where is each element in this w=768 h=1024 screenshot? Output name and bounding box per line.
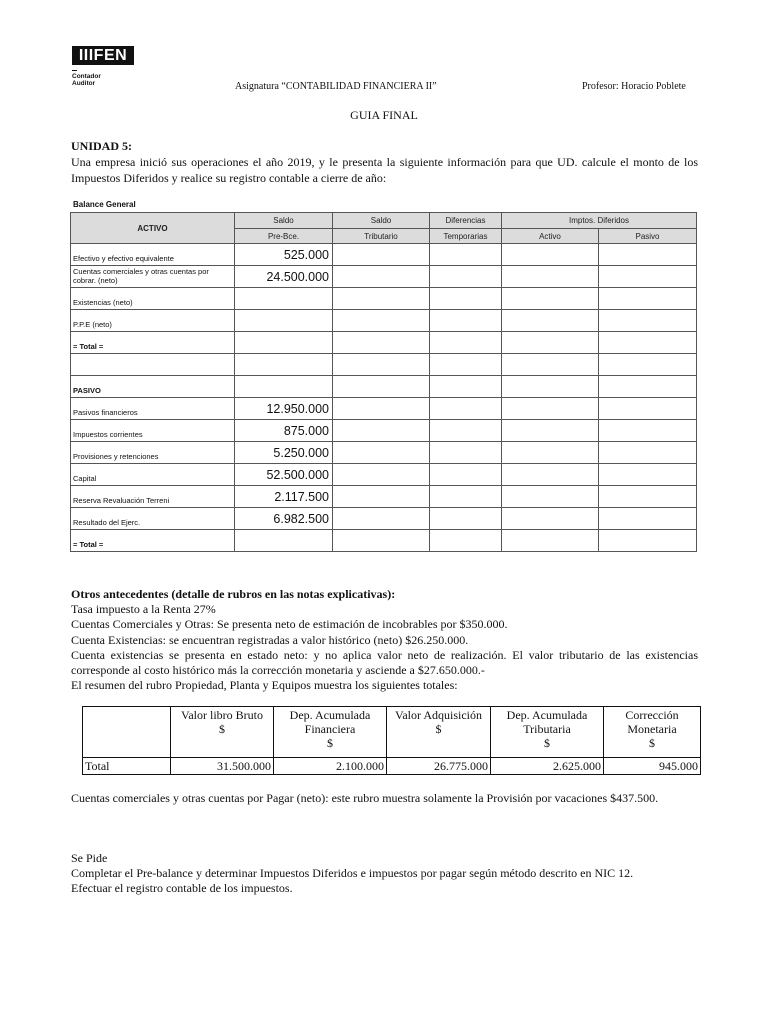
- ppe-header-row: [83, 707, 701, 758]
- header-saldo-trib-2: Tributario: [333, 229, 430, 244]
- header-imp-dif: Imptos. Diferidos: [502, 213, 697, 229]
- ppe-header: Valor libro Bruto $: [171, 707, 274, 758]
- ppe-total-value: 31.500.000: [171, 758, 274, 775]
- row-label: Impuestos corrientes: [71, 420, 235, 442]
- pasivo-heading: PASIVO: [71, 376, 235, 398]
- row-value: 6.982.500: [235, 508, 333, 530]
- row-value: 2.117.500: [235, 486, 333, 508]
- row-label: Existencias (neto): [71, 288, 235, 310]
- row-value: 525.000: [235, 244, 333, 266]
- header-dif-1: Diferencias: [430, 213, 502, 229]
- balance-title: Balance General: [73, 200, 136, 209]
- otros-line: Tasa impuesto a la Renta 27%: [71, 602, 216, 617]
- logo-subtitle-line1: Contador: [72, 73, 101, 80]
- page-title: GUIA FINAL: [350, 108, 418, 122]
- ppe-header: Corrección Monetaria $: [604, 707, 701, 758]
- logo: IIIFEN: [72, 46, 134, 65]
- otros-line: Cuenta Existencias: se encuentran registradas a valor histórico (neto) $26.250.000.: [71, 632, 469, 647]
- header-imp-pasivo: Pasivo: [599, 229, 697, 244]
- table-row: [71, 310, 697, 332]
- row-label: = Total =: [71, 332, 235, 354]
- row-value: [235, 332, 333, 354]
- row-value: [235, 530, 333, 552]
- row-label: [71, 354, 235, 376]
- table-row: [71, 442, 697, 464]
- row-label: P.P.E (neto): [71, 310, 235, 332]
- header-dif-2: Temporarias: [430, 229, 502, 244]
- se-pide-line: Efectuar el registro contable de los impuestos.: [71, 881, 293, 895]
- row-value: 12.950.000: [235, 398, 333, 420]
- subject-label: Asignatura “CONTABILIDAD FINANCIERA II”: [235, 81, 437, 92]
- row-label: Cuentas comerciales y otras cuentas por cobrar. (neto): [71, 266, 235, 288]
- otros-line: Cuenta existencias se presenta en estado neto: y no aplica valor neto de realización. El valor tributario de las existencias corresponde al costo histórico más la corrección monetaria y asciende a $27.650.000.-: [71, 647, 698, 678]
- professor-label: Profesor: Horacio Poblete: [582, 81, 686, 92]
- table-row-total: [71, 332, 697, 354]
- balance-table: [70, 212, 697, 552]
- table-row: [71, 288, 697, 310]
- otros-line: El resumen del rubro Propiedad, Planta y Equipos muestra los siguientes totales:: [71, 678, 458, 693]
- row-label: = Total =: [71, 530, 235, 552]
- ppe-total-value: 26.775.000: [387, 758, 491, 775]
- se-pide-heading: Se Pide: [71, 851, 108, 865]
- intro-section: [71, 138, 698, 186]
- table-row: [71, 508, 697, 530]
- ppe-table: [82, 706, 701, 775]
- row-label: Resultado del Ejerc.: [71, 508, 235, 530]
- header-imp-activo: Activo: [502, 229, 599, 244]
- ppe-total-row: [83, 758, 701, 775]
- otros-heading: Otros antecedentes (detalle de rubros en las notas explicativas):: [71, 587, 396, 601]
- row-label: Pasivos financieros: [71, 398, 235, 420]
- row-label: Reserva Revaluación Terreni: [71, 486, 235, 508]
- row-label: Efectivo y efectivo equivalente: [71, 244, 235, 266]
- header-saldo-trib-1: Saldo: [333, 213, 430, 229]
- intro-paragraph: Una empresa inició sus operaciones el año 2019, y le presenta la siguiente información para que UD. calcule el monto de los Impuestos Diferidos y realice su registro contable a cierre de año:: [71, 155, 698, 185]
- header-saldo-pre-1: Saldo: [235, 213, 333, 229]
- table-row: [71, 420, 697, 442]
- row-value: 5.250.000: [235, 442, 333, 464]
- row-value: [235, 310, 333, 332]
- unit-heading: UNIDAD 5:: [71, 139, 132, 153]
- ppe-total-value: 2.625.000: [491, 758, 604, 775]
- otros-line: Cuentas Comerciales y Otras: Se presenta neto de estimación de incobrables por $350.000.: [71, 617, 508, 632]
- table-row: [71, 464, 697, 486]
- ppe-total-value: 2.100.000: [274, 758, 387, 775]
- row-value: [235, 354, 333, 376]
- row-value: [235, 376, 333, 398]
- table-row-empty: [71, 354, 697, 376]
- row-value: 24.500.000: [235, 266, 333, 288]
- table-row: [71, 266, 697, 288]
- ppe-header: Valor Adquisición $: [387, 707, 491, 758]
- logo-subtitle: [72, 73, 101, 87]
- otros-section: [71, 587, 698, 693]
- table-row: [71, 244, 697, 266]
- row-label: Provisiones y retenciones: [71, 442, 235, 464]
- ppe-header: Dep. Acumulada Tributaria $: [491, 707, 604, 758]
- row-value: 52.500.000: [235, 464, 333, 486]
- logo-divider: [72, 70, 77, 71]
- header-saldo-pre-2: Pre-Bce.: [235, 229, 333, 244]
- row-value: [235, 288, 333, 310]
- logo-subtitle-line2: Auditor: [72, 80, 96, 87]
- se-pide-section: [71, 851, 698, 896]
- row-value: 875.000: [235, 420, 333, 442]
- row-label: Capital: [71, 464, 235, 486]
- ppe-header: Dep. Acumulada Financiera $: [274, 707, 387, 758]
- table-row: [71, 486, 697, 508]
- se-pide-line: Completar el Pre-balance y determinar Impuestos Diferidos e impuestos por pagar según método descrito en NIC 12.: [71, 866, 634, 880]
- table-row-total: [71, 530, 697, 552]
- ppe-total-value: 945.000: [604, 758, 701, 775]
- cuentas-pagar-section: [71, 791, 698, 806]
- table-row-pasivo-heading: [71, 376, 697, 398]
- cuentas-pagar-text: Cuentas comerciales y otras cuentas por Pagar (neto): este rubro muestra solamente la Provisión por vacaciones $437.500.: [71, 791, 659, 805]
- ppe-total-label: Total: [83, 758, 171, 775]
- header-activo: ACTIVO: [71, 213, 235, 244]
- table-row: [71, 398, 697, 420]
